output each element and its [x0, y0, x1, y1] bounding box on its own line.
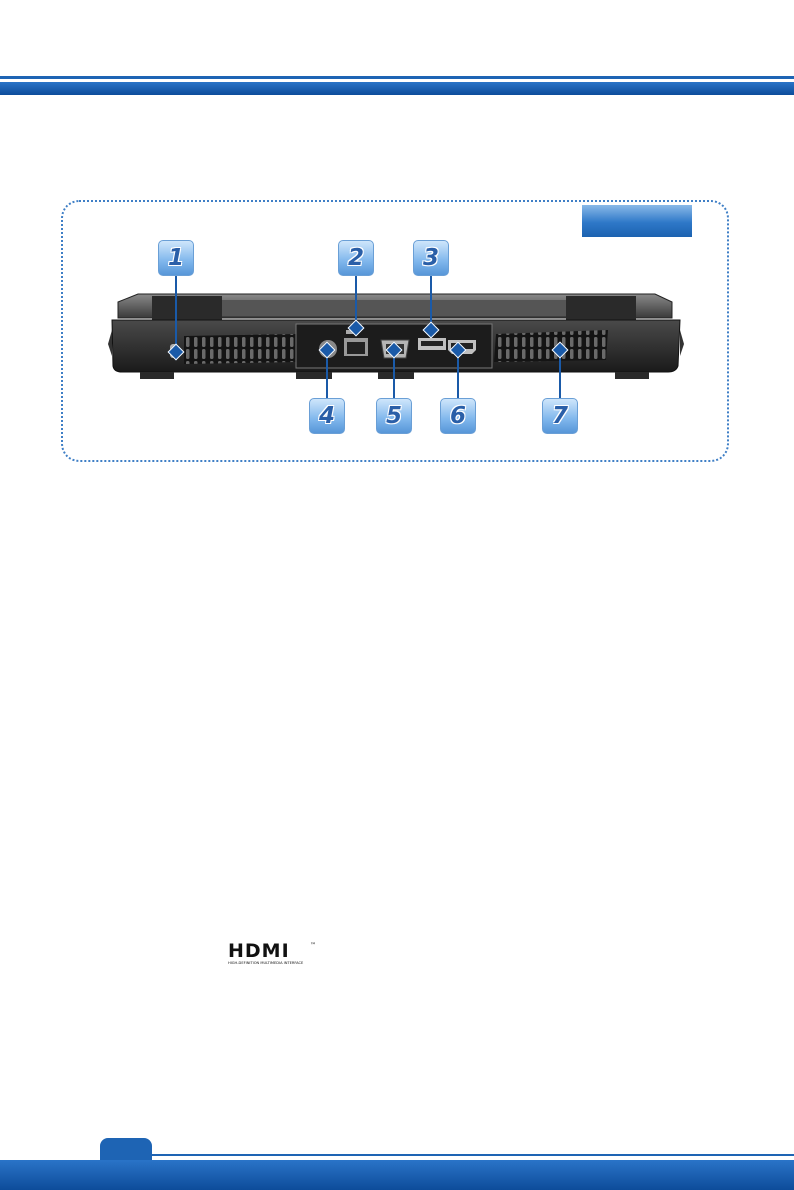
callout-2: 2 [338, 240, 374, 276]
svg-text:HDMI: HDMI [228, 940, 290, 962]
callout-7: 7 [542, 398, 578, 434]
footer-bar [0, 1160, 794, 1190]
svg-text:HIGH-DEFINITION MULTIMEDIA INT: HIGH-DEFINITION MULTIMEDIA INTERFACE [228, 961, 304, 965]
leader-7 [559, 352, 561, 398]
callout-5: 5 [376, 398, 412, 434]
leader-5 [393, 352, 395, 398]
callout-1: 1 [158, 240, 194, 276]
leader-6 [457, 352, 459, 398]
svg-text:™: ™ [310, 942, 316, 949]
callout-4: 4 [309, 398, 345, 434]
callout-6: 6 [440, 398, 476, 434]
leader-4 [326, 352, 328, 398]
callout-3: 3 [413, 240, 449, 276]
hdmi-logo [228, 940, 318, 966]
footer-rule [152, 1154, 794, 1156]
leader-1 [175, 276, 177, 346]
usb-port-icon [418, 338, 446, 350]
leader-3 [430, 276, 432, 326]
